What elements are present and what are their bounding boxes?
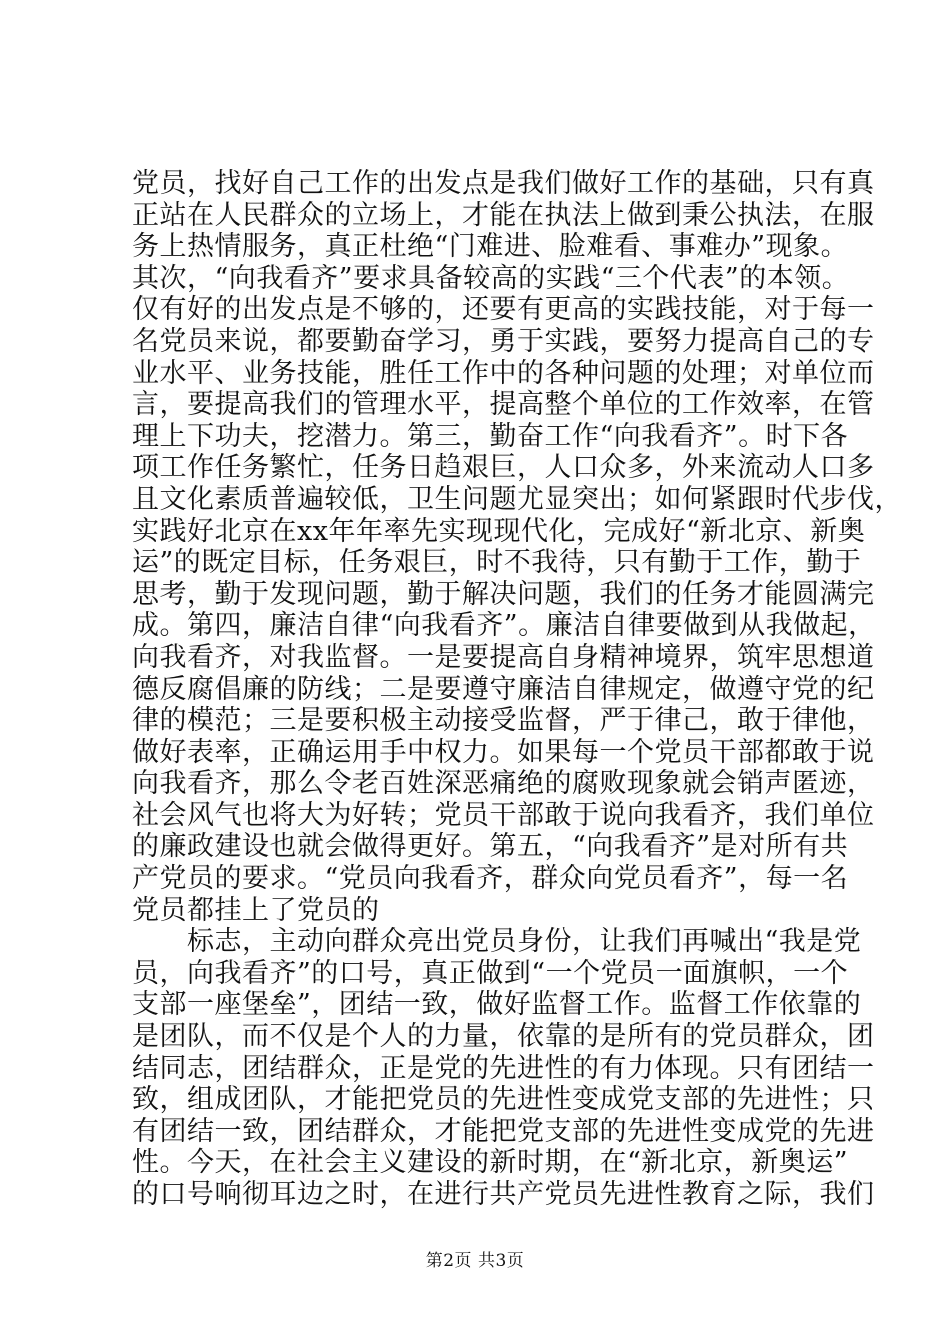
- text-line: 员，向我看齐”的口号，真正做到“一个党员一面旗帜，一个: [132, 957, 849, 989]
- text-line: 产党员的要求。“党员向我看齐，群众向党员看齐”，每一名: [132, 863, 849, 895]
- text-line: 务上热情服务，真正杜绝“门难进、脸难看、事难办”现象。: [132, 231, 849, 263]
- document-body: [132, 168, 902, 1211]
- text-line: 党员都挂上了党员的: [132, 894, 380, 926]
- text-line: 的廉政建设也就会做得更好。第五，“向我看齐”是对所有共: [132, 831, 849, 863]
- text-line: 业水平、业务技能，胜任工作中的各种问题的处理；对单位而: [132, 357, 875, 389]
- text-line: 性。今天，在社会主义建设的新时期，在“新北京，新奥运”: [132, 1147, 849, 1179]
- text-line: 运”的既定目标，任务艰巨，时不我待，只有勤于工作，勤于: [132, 547, 862, 579]
- text-line: 向我看齐，对我监督。一是要提高自身精神境界，筑牢思想道: [132, 641, 875, 673]
- text-line: 向我看齐，那么令老百姓深恶痛绝的腐败现象就会销声匿迹，: [132, 768, 875, 800]
- text-line: 正站在人民群众的立场上，才能在执法上做到秉公执法，在服: [132, 199, 875, 231]
- text-line: 且文化素质普遍较低，卫生问题尤显突出；如何紧跟时代步伐，: [132, 483, 902, 515]
- text-line: 理上下功夫，挖潜力。第三，勤奋工作“向我看齐”。时下各: [132, 420, 849, 452]
- text-line: 有团结一致，团结群众，才能把党支部的先进性变成党的先进: [132, 1115, 875, 1147]
- text-line: 实践好北京在xx年年率先实现现代化，完成好“新北京、新奥: [132, 515, 866, 547]
- text-line: 成。第四，廉洁自律“向我看齐”。廉洁自律要做到从我做起，: [132, 610, 876, 642]
- text-line: 结同志，团结群众，正是党的先进性的有力体现。只有团结一: [132, 1052, 875, 1084]
- paragraph-1: [132, 168, 902, 926]
- text-line: 做好表率，正确运用手中权力。如果每一个党员干部都敢于说: [132, 736, 875, 768]
- text-line: 致，组成团队，才能把党员的先进性变成党支部的先进性；只: [132, 1084, 875, 1116]
- text-line: 名党员来说，都要勤奋学习，勇于实践，要努力提高自己的专: [132, 325, 875, 357]
- text-line: 社会风气也将大为好转；党员干部敢于说向我看齐，我们单位: [132, 799, 875, 831]
- page-number-footer: 第2页 共3页: [425, 1251, 525, 1271]
- text-line: 的口号响彻耳边之时，在进行共产党员先进性教育之际，我们: [132, 1179, 875, 1210]
- text-line: 德反腐倡廉的防线；二是要遵守廉洁自律规定，做遵守党的纪: [132, 673, 875, 705]
- paragraph-2: [132, 926, 875, 1210]
- text-line: 仅有好的出发点是不够的，还要有更高的实践技能，对于每一: [132, 294, 875, 326]
- text-line: 标志，主动向群众亮出党员身份，让我们再喊出“我是党: [187, 926, 862, 958]
- text-line: 律的模范；三是要积极主动接受监督，严于律己，敢于律他，: [132, 705, 875, 737]
- text-line: 党员，找好自己工作的出发点是我们做好工作的基础，只有真: [132, 168, 875, 199]
- text-line: 思考，勤于发现问题，勤于解决问题，我们的任务才能圆满完: [132, 578, 875, 610]
- text-line: 其次，“向我看齐”要求具备较高的实践“三个代表”的本领。: [132, 262, 850, 294]
- text-line: 是团队，而不仅是个人的力量，依靠的是所有的党员群众，团: [132, 1021, 875, 1053]
- text-line: 言，要提高我们的管理水平，提高整个单位的工作效率，在管: [132, 389, 875, 421]
- text-line: 项工作任务繁忙，任务日趋艰巨，人口众多，外来流动人口多: [132, 452, 875, 484]
- text-line: 支部一座堡垒”，团结一致，做好监督工作。监督工作依靠的: [132, 989, 862, 1021]
